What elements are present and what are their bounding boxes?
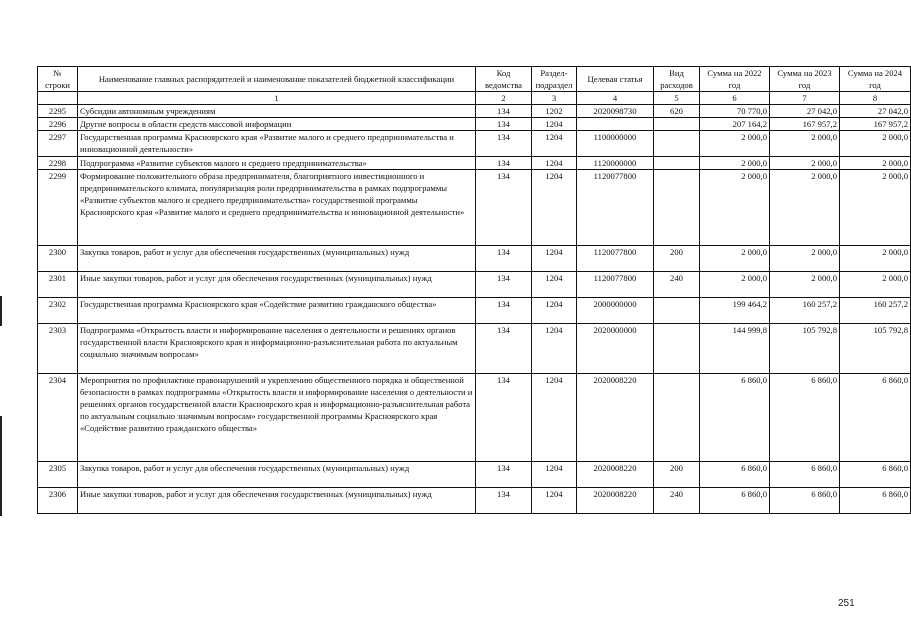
cell-sum-2023: 160 257,2 [770,298,840,324]
cell-target: 2020008220 [577,374,654,462]
cell-section: 1204 [532,118,577,131]
cell-row-number: 2304 [38,374,78,462]
cell-sum-2024: 6 860,0 [840,462,911,488]
cell-expense-type: 200 [654,246,700,272]
column-number-row [38,92,911,105]
cell-dept-code: 134 [476,105,532,118]
cell-target: 2020008220 [577,488,654,514]
cell-sum-2024: 2 000,0 [840,157,911,170]
cell-sum-2023: 2 000,0 [770,272,840,298]
header-sum-2023: Сумма на 2023 год [770,67,840,92]
header-sum-2024: Сумма на 2024 год [840,67,911,92]
cell-sum-2022: 207 164,2 [700,118,770,131]
table-row [38,118,911,131]
table-header-row [38,67,911,92]
cell-dept-code: 134 [476,462,532,488]
cell-section: 1204 [532,374,577,462]
cell-sum-2024: 27 042,0 [840,105,911,118]
cell-name: Формирование положительного образа предпринимателя, благоприятного инвестиционного и предпринимательского климата, популяризация роли предпринимательства в рамках подпрограммы «Развитие субъектов малого и среднего предпринимательства» государственной программы Красноярского края «Развитие малого и среднего предпринимательства и инновационной деятельности» [78,170,476,246]
table-row [38,170,911,246]
table-row [38,131,911,157]
cell-sum-2024: 160 257,2 [840,298,911,324]
cell-sum-2022: 70 770,0 [700,105,770,118]
scan-edge-mark [0,296,2,326]
cell-sum-2022: 6 860,0 [700,462,770,488]
cell-sum-2022: 2 000,0 [700,272,770,298]
cell-target: 2020000000 [577,324,654,374]
cell-expense-type: 200 [654,462,700,488]
cell-name: Закупка товаров, работ и услуг для обеспечения государственных (муниципальных) нужд [78,462,476,488]
cell-row-number: 2300 [38,246,78,272]
cell-sum-2023: 105 792,8 [770,324,840,374]
table-row [38,246,911,272]
cell-target [577,118,654,131]
cell-name: Закупка товаров, работ и услуг для обеспечения государственных (муниципальных) нужд [78,246,476,272]
header-section: Раздел-подраздел [532,67,577,92]
cell-expense-type: 240 [654,272,700,298]
column-number: 3 [532,92,577,105]
cell-sum-2024: 2 000,0 [840,131,911,157]
table-row [38,157,911,170]
cell-name: Иные закупки товаров, работ и услуг для обеспечения государственных (муниципальных) нужд [78,272,476,298]
cell-sum-2023: 2 000,0 [770,157,840,170]
cell-sum-2022: 2 000,0 [700,157,770,170]
cell-row-number: 2302 [38,298,78,324]
cell-expense-type [654,170,700,246]
cell-target: 2020008220 [577,462,654,488]
cell-name: Иные закупки товаров, работ и услуг для обеспечения государственных (муниципальных) нужд [78,488,476,514]
cell-dept-code: 134 [476,488,532,514]
cell-expense-type [654,374,700,462]
header-sum-2022: Сумма на 2022 год [700,67,770,92]
cell-section: 1204 [532,488,577,514]
cell-sum-2024: 2 000,0 [840,170,911,246]
cell-target: 1120000000 [577,157,654,170]
cell-row-number: 2296 [38,118,78,131]
cell-name: Субсидии автономным учреждениям [78,105,476,118]
cell-target: 1120077800 [577,272,654,298]
header-target: Целевая статья [577,67,654,92]
column-number: 1 [78,92,476,105]
table-row [38,462,911,488]
cell-sum-2023: 6 860,0 [770,374,840,462]
cell-row-number: 2301 [38,272,78,298]
cell-sum-2022: 199 464,2 [700,298,770,324]
column-number: 4 [577,92,654,105]
cell-name: Государственная программа Красноярского края «Развитие малого и среднего предпринимательства и инновационной деятельности» [78,131,476,157]
cell-sum-2022: 2 000,0 [700,170,770,246]
cell-row-number: 2305 [38,462,78,488]
cell-dept-code: 134 [476,170,532,246]
cell-dept-code: 134 [476,272,532,298]
column-number: 6 [700,92,770,105]
column-number: 7 [770,92,840,105]
cell-section: 1204 [532,298,577,324]
cell-expense-type [654,131,700,157]
cell-dept-code: 134 [476,298,532,324]
cell-sum-2024: 2 000,0 [840,272,911,298]
column-number [38,92,78,105]
cell-section: 1204 [532,246,577,272]
cell-row-number: 2306 [38,488,78,514]
cell-sum-2024: 105 792,8 [840,324,911,374]
cell-row-number: 2297 [38,131,78,157]
header-row-number: № строки [38,67,78,92]
cell-expense-type: 620 [654,105,700,118]
header-name: Наименование главных распорядителей и наименование показателей бюджетной классификации [78,67,476,92]
cell-expense-type [654,118,700,131]
cell-row-number: 2298 [38,157,78,170]
table-row [38,324,911,374]
page-number: 251 [838,598,855,609]
cell-target: 1100000000 [577,131,654,157]
cell-sum-2022: 144 999,8 [700,324,770,374]
cell-sum-2024: 2 000,0 [840,246,911,272]
cell-target: 1120077800 [577,246,654,272]
cell-dept-code: 134 [476,374,532,462]
cell-sum-2023: 2 000,0 [770,246,840,272]
table-row [38,488,911,514]
cell-row-number: 2295 [38,105,78,118]
cell-name: Подпрограмма «Открытость власти и информирование населения о деятельности и решениях органов государственной власти Красноярского края и информационно-разъяснительная работа по актуальным социально значимым вопросам» [78,324,476,374]
cell-expense-type: 240 [654,488,700,514]
cell-dept-code: 134 [476,157,532,170]
cell-sum-2024: 6 860,0 [840,374,911,462]
cell-dept-code: 134 [476,324,532,374]
cell-sum-2024: 6 860,0 [840,488,911,514]
budget-table [37,66,911,514]
cell-target: 1120077800 [577,170,654,246]
cell-sum-2022: 6 860,0 [700,488,770,514]
cell-sum-2022: 2 000,0 [700,131,770,157]
cell-name: Мероприятия по профилактике правонарушений и укреплению общественного порядка и общественной безопасности в рамках подпрограммы «Открытость власти и информирование населения о деятельности и решениях органов государственной власти Красноярского края и информационно-разъяснительная работа по актуальным социально значимым вопросам» государственной программы Красноярского края «Содействие развитию гражданского общества» [78,374,476,462]
table-row [38,298,911,324]
header-expense-type: Вид расходов [654,67,700,92]
cell-expense-type [654,324,700,374]
cell-sum-2023: 6 860,0 [770,488,840,514]
cell-section: 1202 [532,105,577,118]
cell-sum-2023: 167 957,2 [770,118,840,131]
cell-name: Государственная программа Красноярского края «Содействие развитию гражданского общества» [78,298,476,324]
cell-section: 1204 [532,131,577,157]
cell-name: Другие вопросы в области средств массовой информации [78,118,476,131]
cell-sum-2023: 2 000,0 [770,170,840,246]
cell-sum-2023: 27 042,0 [770,105,840,118]
scan-edge-mark [0,416,2,516]
cell-target: 2000000000 [577,298,654,324]
cell-sum-2023: 6 860,0 [770,462,840,488]
cell-sum-2023: 2 000,0 [770,131,840,157]
table-row [38,105,911,118]
header-dept-code: Код ведомства [476,67,532,92]
table-body [38,105,911,514]
cell-sum-2024: 167 957,2 [840,118,911,131]
cell-expense-type [654,157,700,170]
cell-section: 1204 [532,170,577,246]
column-number: 8 [840,92,911,105]
table-row [38,374,911,462]
cell-section: 1204 [532,324,577,374]
cell-dept-code: 134 [476,131,532,157]
column-number: 5 [654,92,700,105]
cell-sum-2022: 2 000,0 [700,246,770,272]
cell-row-number: 2299 [38,170,78,246]
cell-dept-code: 134 [476,118,532,131]
cell-target: 2020098730 [577,105,654,118]
cell-section: 1204 [532,157,577,170]
cell-row-number: 2303 [38,324,78,374]
cell-sum-2022: 6 860,0 [700,374,770,462]
cell-name: Подпрограмма «Развитие субъектов малого и среднего предпринимательства» [78,157,476,170]
column-number: 2 [476,92,532,105]
cell-expense-type [654,298,700,324]
cell-section: 1204 [532,462,577,488]
cell-dept-code: 134 [476,246,532,272]
table-row [38,272,911,298]
cell-section: 1204 [532,272,577,298]
